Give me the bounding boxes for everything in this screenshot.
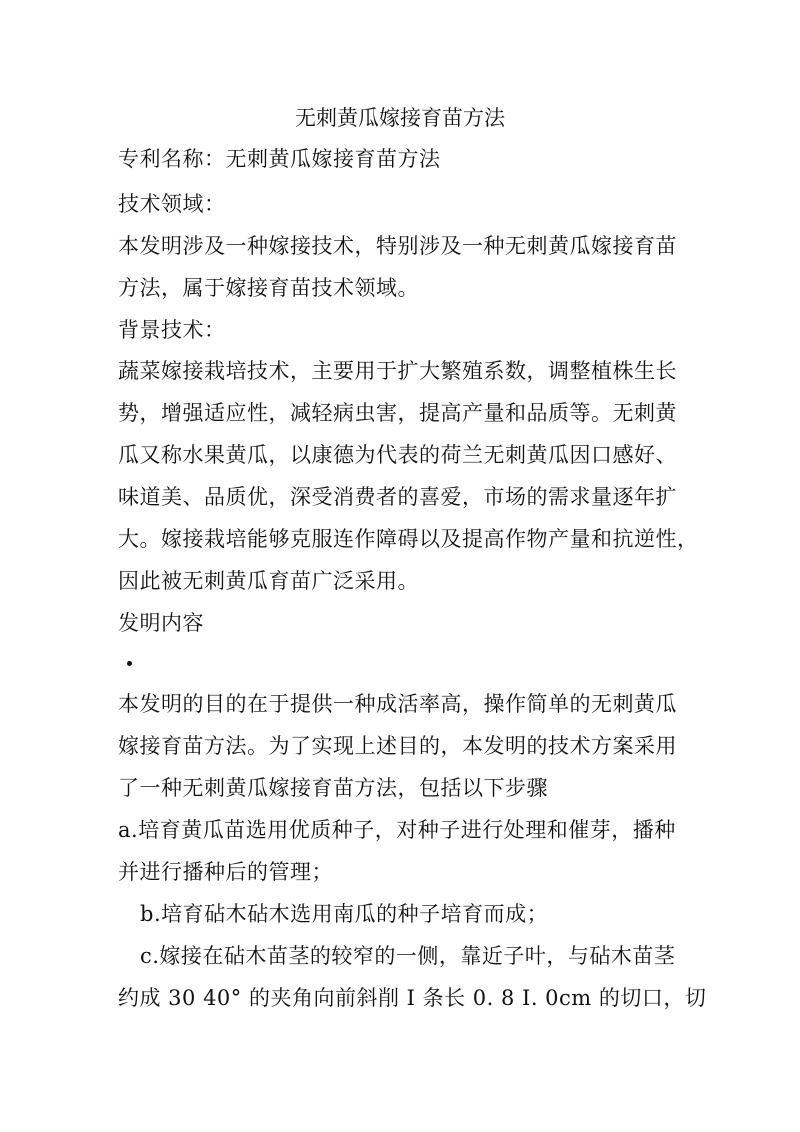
paragraph-line: 瓜又称水果黄瓜，以康德为代表的荷兰无刺黄瓜因口感好、 xyxy=(118,443,677,467)
paragraph-line: 味道美、品质优，深受消费者的喜爱，市场的需求量逐年扩 xyxy=(118,485,677,509)
paragraph-line: 方法，属于嫁接育苗技术领域。 xyxy=(118,276,419,300)
paragraph-line: 嫁接育苗方法。为了实现上述目的，本发明的技术方案采用 xyxy=(118,734,677,758)
patent-name-line: 专利名称：无刺黄瓜嫁接育苗方法 xyxy=(118,147,441,171)
step-b-line: b.培育砧木砧木选用南瓜的种子培育而成； xyxy=(140,902,549,926)
paragraph-line: 本发明涉及一种嫁接技术，特别涉及一种无刺黄瓜嫁接育苗 xyxy=(118,234,677,258)
paragraph-line: 大。嫁接栽培能够克服连作障碍以及提高作物产量和抗逆性， xyxy=(118,527,699,551)
section-heading-background: 背景技术： xyxy=(118,318,226,342)
bullet-dot-icon xyxy=(127,661,132,666)
step-a-line: a.培育黄瓜苗选用优质种子，对种子进行处理和催芽，播种 xyxy=(118,818,676,842)
section-heading-technical-field: 技术领域： xyxy=(118,192,226,216)
paragraph-line: 势，增强适应性，减轻病虫害，提高产量和品质等。无刺黄 xyxy=(118,401,677,425)
step-c-line: c.嫁接在砧木苗茎的较窄的一侧，靠近子叶，与砧木苗茎 xyxy=(140,944,676,968)
paragraph-line: 蔬菜嫁接栽培技术，主要用于扩大繁殖系数，调整植株生长 xyxy=(118,359,677,383)
document-title: 无刺黄瓜嫁接育苗方法 xyxy=(295,106,505,130)
paragraph-line: 了一种无刺黄瓜嫁接育苗方法，包括以下步骤 xyxy=(118,776,548,800)
paragraph-line: 本发明的目的在于提供一种成活率高，操作简单的无刺黄瓜 xyxy=(118,692,677,716)
step-c-line: 约成 30 40° 的夹角向前斜削 I 条长 0. 8 I. 0cm 的切口，切 xyxy=(118,986,707,1010)
step-a-line: 并进行播种后的管理； xyxy=(118,860,333,884)
paragraph-line: 因此被无刺黄瓜育苗广泛采用。 xyxy=(118,569,419,593)
section-heading-invention-content: 发明内容 xyxy=(118,611,204,635)
